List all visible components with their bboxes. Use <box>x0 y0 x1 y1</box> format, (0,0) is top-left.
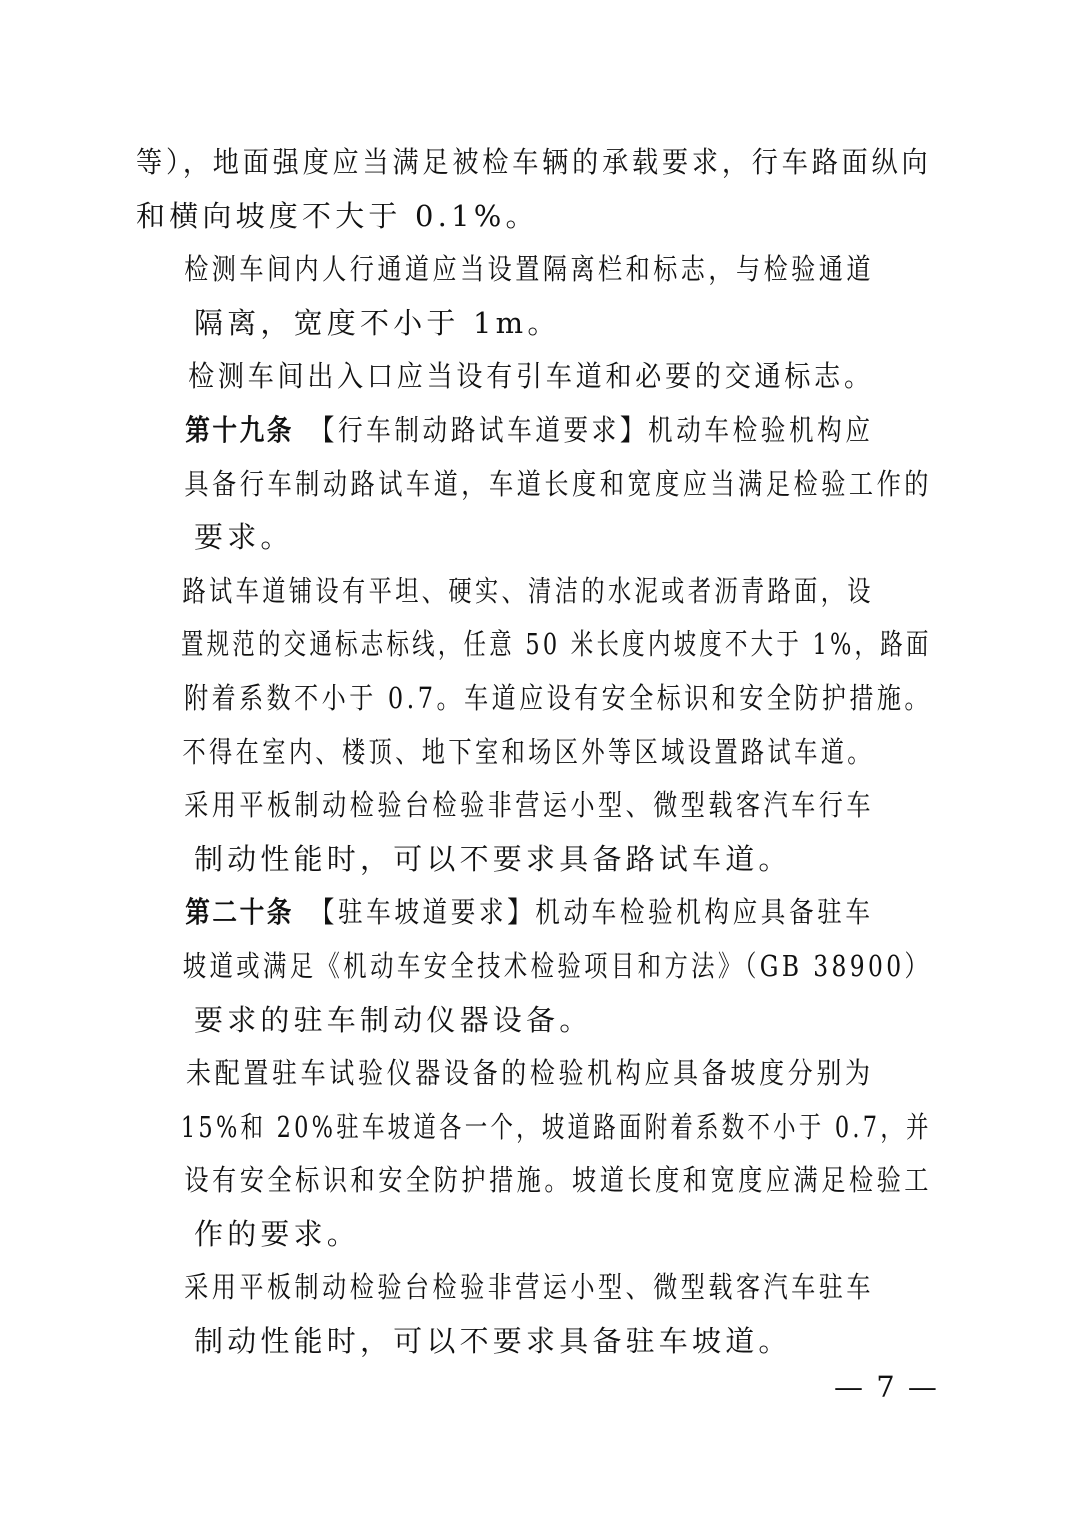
body-paragraph <box>136 243 932 350</box>
body-paragraph <box>136 136 932 243</box>
text-line: 具备行车制动路试车道，车道长度和宽度应当满足检验工作的 <box>184 466 932 501</box>
page-number: — 7 — <box>834 1370 939 1404</box>
text-line: 检测车间出入口应当设有引车道和必要的交通标志。 <box>188 359 874 394</box>
article-paragraph <box>136 404 932 565</box>
body-paragraph <box>136 1047 932 1261</box>
text-line: 路试车道铺设有平坦、硬实、清洁的水泥或者沥青路面，设 <box>182 573 874 608</box>
text-line <box>136 404 874 458</box>
text-line: 附着系数不小于 0.7。车道应设有安全标识和安全防护措施。 <box>184 680 932 715</box>
text-line: 15%和 20%驻车坡道各一个，坡道路面附着系数不小于 0.7，并 <box>180 1109 932 1144</box>
article-heading: 第十九条 <box>185 412 294 447</box>
text-line: 坡道或满足《机动车安全技术检验项目和方法》（GB 38900） <box>182 948 932 983</box>
article-heading: 第二十条 <box>185 895 294 930</box>
text-line: 隔离，宽度不小于 1m。 <box>194 305 561 340</box>
text-line <box>136 886 874 940</box>
text-line: 要求。 <box>194 520 294 555</box>
text-line: 要求的驻车制动仪器设备。 <box>194 1002 593 1037</box>
text-line: 不得在室内、楼顶、地下室和场区外等区域设置路试车道。 <box>182 734 874 769</box>
body-paragraph <box>136 779 932 886</box>
text-line: 采用平板制动检验台检验非营运小型、微型载客汽车行车 <box>184 788 874 823</box>
body-text <box>136 136 932 1369</box>
text-line: 置规范的交通标志标线，任意 50 米长度内坡度不大于 1%，路面 <box>180 627 932 662</box>
text-line: 检测车间内人行通道应当设置隔离栏和标志，与检验通道 <box>184 252 874 287</box>
text-line-content: 【行车制动路试车道要求】机动车检验机构应 <box>309 412 874 447</box>
text-line-content: 【驻车坡道要求】机动车检验机构应具备驻车 <box>309 895 874 930</box>
text-line: 制动性能时，可以不要求具备路试车道。 <box>194 841 792 876</box>
text-line: 和横向坡度不大于 0.1%。 <box>136 198 539 233</box>
article-paragraph <box>136 886 932 1047</box>
body-paragraph <box>136 565 932 726</box>
text-line: 设有安全标识和安全防护措施。坡道长度和宽度应满足检验工 <box>184 1163 932 1198</box>
text-line: 未配置驻车试验仪器设备的检验机构应具备坡度分别为 <box>186 1056 874 1091</box>
body-paragraph <box>136 726 932 780</box>
text-line: 制动性能时，可以不要求具备驻车坡道。 <box>194 1324 792 1359</box>
body-paragraph <box>136 1261 932 1368</box>
text-line: 等），地面强度应当满足被检车辆的承载要求，行车路面纵向 <box>136 145 932 179</box>
text-line: 作的要求。 <box>194 1216 361 1251</box>
text-line: 采用平板制动检验台检验非营运小型、微型载客汽车驻车 <box>184 1270 874 1305</box>
body-paragraph <box>136 350 932 404</box>
